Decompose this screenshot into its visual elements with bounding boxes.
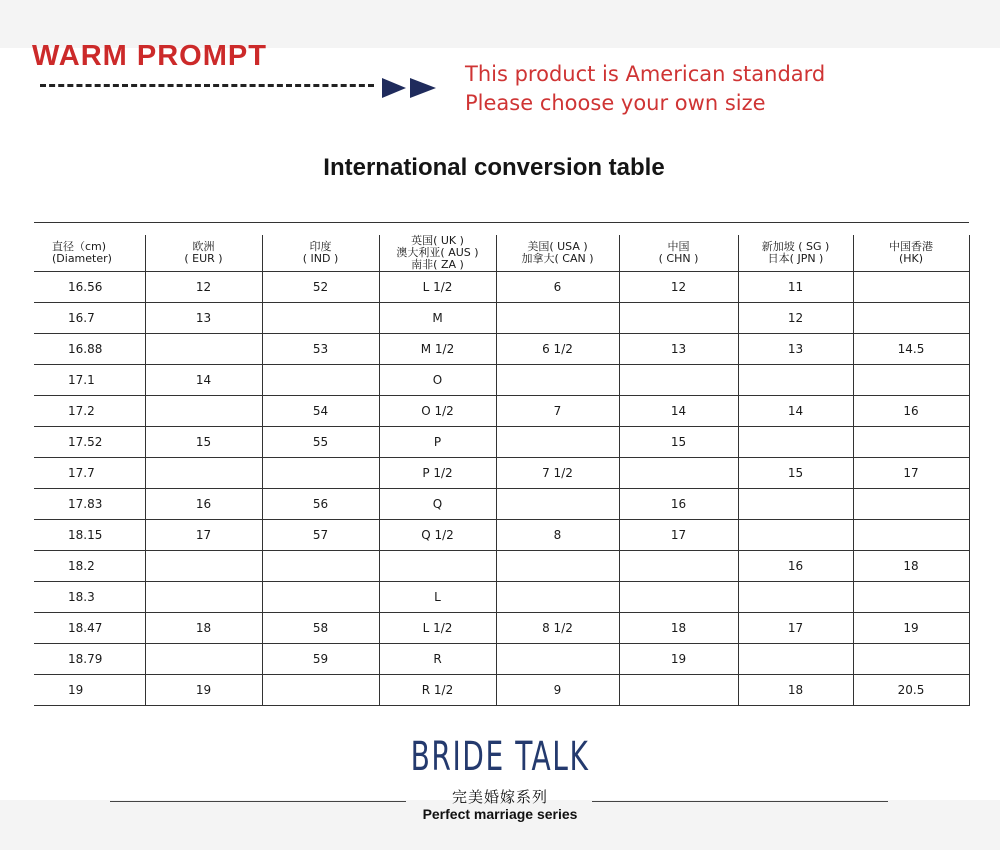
column-header <box>619 235 738 272</box>
size-cell: 13 <box>145 303 262 334</box>
column-header <box>738 235 853 272</box>
size-cell <box>738 427 853 458</box>
notice-line-2: Please choose your own size <box>465 91 766 115</box>
size-cell: 9 <box>496 675 619 706</box>
size-cell: 12 <box>145 272 262 303</box>
diameter-cell: 16.7 <box>34 303 145 334</box>
diameter-cell: 18.79 <box>34 644 145 675</box>
size-cell <box>738 644 853 675</box>
diameter-cell: 17.1 <box>34 365 145 396</box>
column-header <box>853 235 969 272</box>
size-cell <box>262 458 379 489</box>
size-cell: 17 <box>145 520 262 551</box>
size-cell: Q <box>379 489 496 520</box>
size-cell <box>379 551 496 582</box>
size-cell: 6 <box>496 272 619 303</box>
size-cell <box>619 551 738 582</box>
size-cell <box>853 272 969 303</box>
size-cell: 13 <box>619 334 738 365</box>
size-cell <box>262 551 379 582</box>
size-cell: 14 <box>619 396 738 427</box>
size-cell <box>738 489 853 520</box>
size-cell: 19 <box>145 675 262 706</box>
table-header-row <box>34 235 969 272</box>
size-cell <box>738 520 853 551</box>
column-header-line: 英国( UK ) <box>411 234 464 247</box>
column-header <box>262 235 379 272</box>
size-cell <box>145 396 262 427</box>
size-cell: L <box>379 582 496 613</box>
diameter-cell: 19 <box>34 675 145 706</box>
column-header-line: 美国( USA ) <box>527 240 588 253</box>
column-header-line: (HK) <box>898 252 924 265</box>
diameter-cell: 16.88 <box>34 334 145 365</box>
size-cell: 16 <box>738 551 853 582</box>
size-cell: 7 1/2 <box>496 458 619 489</box>
size-cell: R 1/2 <box>379 675 496 706</box>
size-cell: 57 <box>262 520 379 551</box>
size-cell: L 1/2 <box>379 272 496 303</box>
diameter-cell: 18.47 <box>34 613 145 644</box>
column-header-line: 加拿大( CAN ) <box>521 252 594 265</box>
column-header <box>34 235 145 272</box>
size-notice <box>465 60 825 118</box>
table-row <box>34 334 969 365</box>
size-cell: 11 <box>738 272 853 303</box>
column-header-line: 中国 <box>667 240 690 253</box>
size-cell: 59 <box>262 644 379 675</box>
warm-prompt-title: WARM PROMPT <box>32 40 267 72</box>
size-cell: 8 <box>496 520 619 551</box>
diameter-cell: 17.7 <box>34 458 145 489</box>
size-conversion-table <box>34 235 970 706</box>
size-cell <box>145 582 262 613</box>
size-cell: 15 <box>145 427 262 458</box>
table-row <box>34 520 969 551</box>
size-cell: 14 <box>738 396 853 427</box>
size-cell: 16 <box>619 489 738 520</box>
size-cell <box>145 551 262 582</box>
table-row <box>34 458 969 489</box>
size-cell: 56 <box>262 489 379 520</box>
size-cell: 18 <box>619 613 738 644</box>
size-cell <box>496 427 619 458</box>
size-cell: M 1/2 <box>379 334 496 365</box>
table-row <box>34 365 969 396</box>
table-row <box>34 396 969 427</box>
size-cell: 18 <box>738 675 853 706</box>
size-cell <box>496 582 619 613</box>
column-header-line: 新加坡 ( SG ) <box>761 240 830 253</box>
size-cell <box>619 675 738 706</box>
column-header-line: ( CHN ) <box>658 252 699 265</box>
size-cell: 15 <box>738 458 853 489</box>
column-header <box>379 235 496 272</box>
size-cell <box>496 365 619 396</box>
size-cell <box>738 582 853 613</box>
size-cell <box>496 644 619 675</box>
size-cell: 17 <box>853 458 969 489</box>
size-cell <box>619 365 738 396</box>
size-cell <box>145 644 262 675</box>
size-cell <box>262 675 379 706</box>
table-row <box>34 644 969 675</box>
size-cell <box>853 365 969 396</box>
size-cell: 15 <box>619 427 738 458</box>
size-cell <box>262 582 379 613</box>
table-body <box>34 272 969 706</box>
column-header-line: 直径（cm) <box>52 240 107 253</box>
size-cell <box>145 458 262 489</box>
column-header <box>496 235 619 272</box>
diameter-cell: 17.83 <box>34 489 145 520</box>
diameter-cell: 18.15 <box>34 520 145 551</box>
column-header-line: 欧洲 <box>192 240 215 253</box>
column-header-line: (Diameter) <box>52 252 112 265</box>
size-cell <box>738 365 853 396</box>
size-cell <box>619 458 738 489</box>
size-cell <box>619 582 738 613</box>
size-cell: L 1/2 <box>379 613 496 644</box>
size-cell <box>496 303 619 334</box>
size-cell: 14 <box>145 365 262 396</box>
table-row <box>34 613 969 644</box>
size-cell <box>262 365 379 396</box>
notice-line-1: This product is American standard <box>465 62 826 86</box>
column-header-line: ( IND ) <box>302 252 339 265</box>
size-cell: P 1/2 <box>379 458 496 489</box>
table-row <box>34 551 969 582</box>
size-cell <box>145 334 262 365</box>
brand-series-english: Perfect marriage series <box>422 806 578 822</box>
size-cell <box>619 303 738 334</box>
size-cell: 6 1/2 <box>496 334 619 365</box>
size-cell: Q 1/2 <box>379 520 496 551</box>
size-cell: 16 <box>853 396 969 427</box>
table-row <box>34 582 969 613</box>
size-cell: 52 <box>262 272 379 303</box>
diameter-cell: 18.2 <box>34 551 145 582</box>
table-title: International conversion table <box>323 154 665 181</box>
brand-logo: BRIDE TALK <box>410 734 590 780</box>
size-cell: 53 <box>262 334 379 365</box>
size-cell: 7 <box>496 396 619 427</box>
dashed-divider <box>40 84 374 87</box>
column-header-line: 南非( ZA ) <box>411 258 464 271</box>
size-cell: 58 <box>262 613 379 644</box>
table-row <box>34 489 969 520</box>
table-row <box>34 272 969 303</box>
size-cell <box>853 489 969 520</box>
size-cell: O <box>379 365 496 396</box>
size-cell <box>853 582 969 613</box>
size-cell: 55 <box>262 427 379 458</box>
size-cell: 17 <box>738 613 853 644</box>
size-cell <box>853 427 969 458</box>
double-arrow-icon <box>380 76 444 100</box>
column-header-line: 澳大利亚( AUS ) <box>396 246 479 259</box>
size-cell: 54 <box>262 396 379 427</box>
size-cell: R <box>379 644 496 675</box>
column-header-line: 印度 <box>309 240 332 253</box>
size-cell: 19 <box>853 613 969 644</box>
brand-series-chinese: 完美婚嫁系列 <box>451 788 548 806</box>
size-cell <box>496 551 619 582</box>
size-cell: 17 <box>619 520 738 551</box>
diameter-cell: 18.3 <box>34 582 145 613</box>
table-row <box>34 675 969 706</box>
size-cell: 16 <box>145 489 262 520</box>
size-cell: 20.5 <box>853 675 969 706</box>
size-cell <box>496 489 619 520</box>
size-cell: 12 <box>619 272 738 303</box>
table-row <box>34 427 969 458</box>
size-cell: 13 <box>738 334 853 365</box>
size-cell: 12 <box>738 303 853 334</box>
diameter-cell: 17.52 <box>34 427 145 458</box>
size-cell <box>853 520 969 551</box>
diameter-cell: 17.2 <box>34 396 145 427</box>
size-cell <box>853 644 969 675</box>
size-cell <box>262 303 379 334</box>
table-top-rule <box>34 222 969 223</box>
size-cell: 8 1/2 <box>496 613 619 644</box>
size-cell <box>853 303 969 334</box>
column-header-line: 日本( JPN ) <box>767 252 824 265</box>
column-header-line: 中国香港 <box>889 240 933 253</box>
size-cell: P <box>379 427 496 458</box>
column-header <box>145 235 262 272</box>
size-cell: M <box>379 303 496 334</box>
size-cell: 18 <box>145 613 262 644</box>
diameter-cell: 16.56 <box>34 272 145 303</box>
size-cell: 18 <box>853 551 969 582</box>
table-row <box>34 303 969 334</box>
size-cell: O 1/2 <box>379 396 496 427</box>
size-cell: 14.5 <box>853 334 969 365</box>
size-cell: 19 <box>619 644 738 675</box>
column-header-line: ( EUR ) <box>184 252 223 265</box>
